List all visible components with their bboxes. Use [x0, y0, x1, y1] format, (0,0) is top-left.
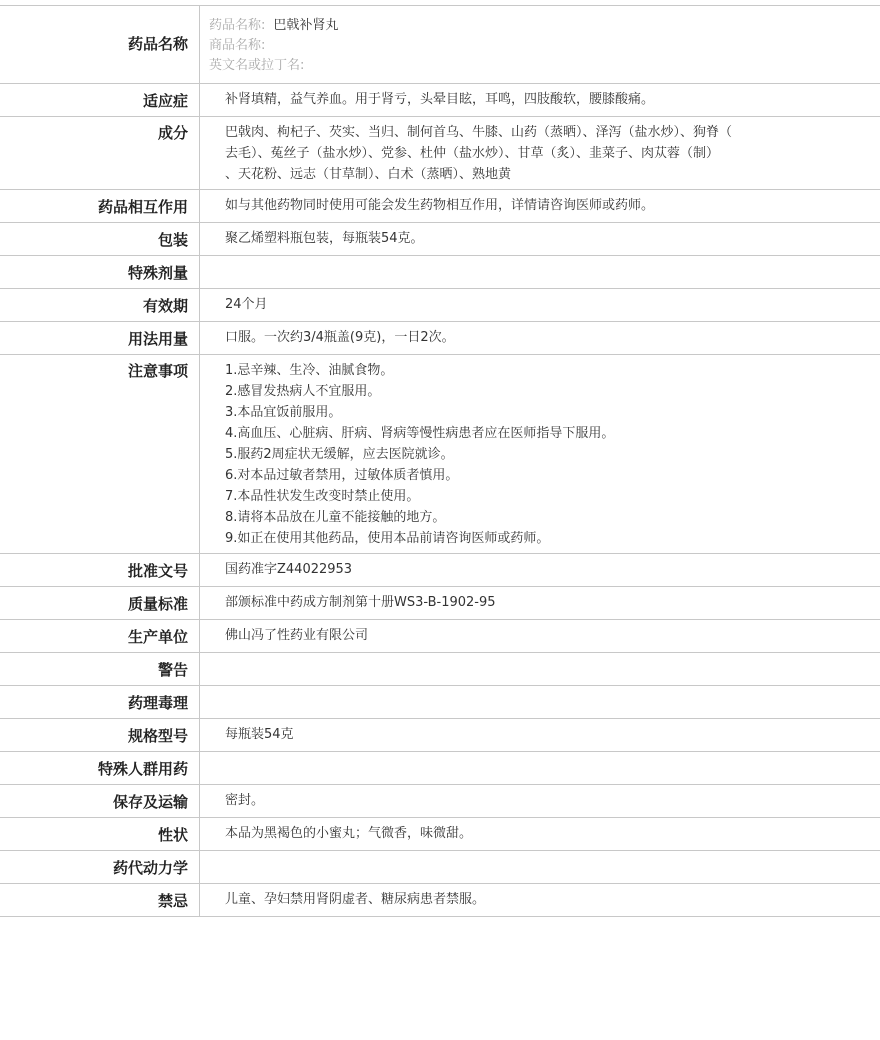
english-name-label: 英文名或拉丁名:: [209, 58, 305, 73]
row-pharmacology: [0, 686, 880, 719]
row-appearance: [0, 818, 880, 851]
row-label: 质量标准: [0, 587, 200, 619]
generic-name-label: 药品名称:: [209, 18, 266, 33]
precaution-item: 5.服药2周症状无缓解，应去医院就诊。: [225, 447, 454, 462]
row-usage: [0, 322, 880, 355]
row-value: [200, 752, 880, 784]
row-spec: [0, 719, 880, 752]
row-label: 药品相互作用: [0, 190, 200, 222]
row-interaction: [0, 190, 880, 223]
precaution-item: 8.请将本品放在儿童不能接触的地方。: [225, 510, 446, 525]
row-value: [200, 355, 880, 553]
row-label: 禁忌: [0, 884, 200, 916]
precaution-item: 4.高血压、心脏病、肝病、肾病等慢性病患者应在医师指导下服用。: [225, 426, 615, 441]
precaution-item: 7.本品性状发生改变时禁止使用。: [225, 489, 420, 504]
row-indication: [0, 84, 880, 117]
row-value: 每瓶装54克: [225, 727, 294, 742]
row-value: 如与其他药物同时使用可能会发生药物相互作用，详情请咨询医师或药师。: [225, 198, 655, 213]
row-label: 生产单位: [0, 620, 200, 652]
row-value: [200, 686, 880, 718]
ingredients-line: 巴戟肉、枸杞子、芡实、当归、制何首乌、牛膝、山药（蒸晒）、泽泻（盐水炒）、狗脊（: [225, 125, 733, 140]
row-manufacturer: [0, 620, 880, 653]
row-value: [200, 256, 880, 288]
row-value: 24个月: [225, 297, 268, 312]
row-label: 特殊人群用药: [0, 752, 200, 784]
precaution-item: 1.忌辛辣、生冷、油腻食物。: [225, 363, 394, 378]
row-contraindications: [0, 884, 880, 917]
row-precautions: [0, 355, 880, 554]
row-value: [200, 851, 880, 883]
precaution-item: 2.感冒发热病人不宜服用。: [225, 384, 381, 399]
ingredients-line: 去毛）、菟丝子（盐水炒）、党参、杜仲（盐水炒）、甘草（炙）、韭菜子、肉苁蓉（制）: [225, 146, 720, 161]
row-label: 包装: [0, 223, 200, 255]
row-value: [200, 653, 880, 685]
row-drug-name: [0, 6, 880, 84]
row-label: 保存及运输: [0, 785, 200, 817]
row-label: 用法用量: [0, 322, 200, 354]
row-value: 国药准字Z44022953: [225, 562, 353, 577]
row-value: 佛山冯了性药业有限公司: [225, 628, 369, 643]
row-special-groups: [0, 752, 880, 785]
row-label: 注意事项: [0, 355, 200, 553]
row-value: 密封。: [225, 793, 265, 808]
ingredients-line: 、天花粉、远志（甘草制）、白术（蒸晒）、熟地黄: [225, 167, 512, 182]
row-label: 药品名称: [0, 6, 200, 83]
row-label: 药代动力学: [0, 851, 200, 883]
row-approval: [0, 554, 880, 587]
drug-info-table: [0, 5, 880, 917]
row-value: 部颁标准中药成方制剂第十册WS3-B-1902-95: [225, 595, 496, 610]
generic-name-value: 巴戟补肾丸: [273, 18, 339, 33]
row-label: 有效期: [0, 289, 200, 321]
row-label: 特殊剂量: [0, 256, 200, 288]
row-standard: [0, 587, 880, 620]
row-ingredients: [0, 117, 880, 190]
trade-name-label: 商品名称:: [209, 38, 266, 53]
generic-name-line: [209, 16, 790, 36]
name-values: [200, 6, 880, 83]
row-validity: [0, 289, 880, 322]
row-value: [200, 117, 880, 189]
row-label: 适应症: [0, 84, 200, 116]
row-value: 补肾填精，益气养血。用于肾亏，头晕目眩，耳鸣，四肢酸软，腰膝酸痛。: [225, 92, 655, 107]
row-label: 批准文号: [0, 554, 200, 586]
row-value: 儿童、孕妇禁用肾阴虚者、糖尿病患者禁服。: [225, 892, 486, 907]
row-pharmacokinetics: [0, 851, 880, 884]
row-warning: [0, 653, 880, 686]
row-value: 口服。一次约3/4瓶盖(9克)，一日2次。: [225, 330, 455, 345]
row-storage: [0, 785, 880, 818]
row-label: 成分: [0, 117, 200, 189]
row-label: 性状: [0, 818, 200, 850]
row-label: 药理毒理: [0, 686, 200, 718]
row-value: 本品为黑褐色的小蜜丸；气微香，味微甜。: [225, 826, 473, 841]
row-value: 聚乙烯塑料瓶包装，每瓶装54克。: [225, 231, 424, 246]
precaution-item: 9.如正在使用其他药品，使用本品前请咨询医师或药师。: [225, 531, 550, 546]
row-label: 警告: [0, 653, 200, 685]
row-label: 规格型号: [0, 719, 200, 751]
row-package: [0, 223, 880, 256]
precaution-item: 3.本品宜饭前服用。: [225, 405, 342, 420]
row-special-dosage: [0, 256, 880, 289]
precaution-item: 6.对本品过敏者禁用，过敏体质者慎用。: [225, 468, 459, 483]
